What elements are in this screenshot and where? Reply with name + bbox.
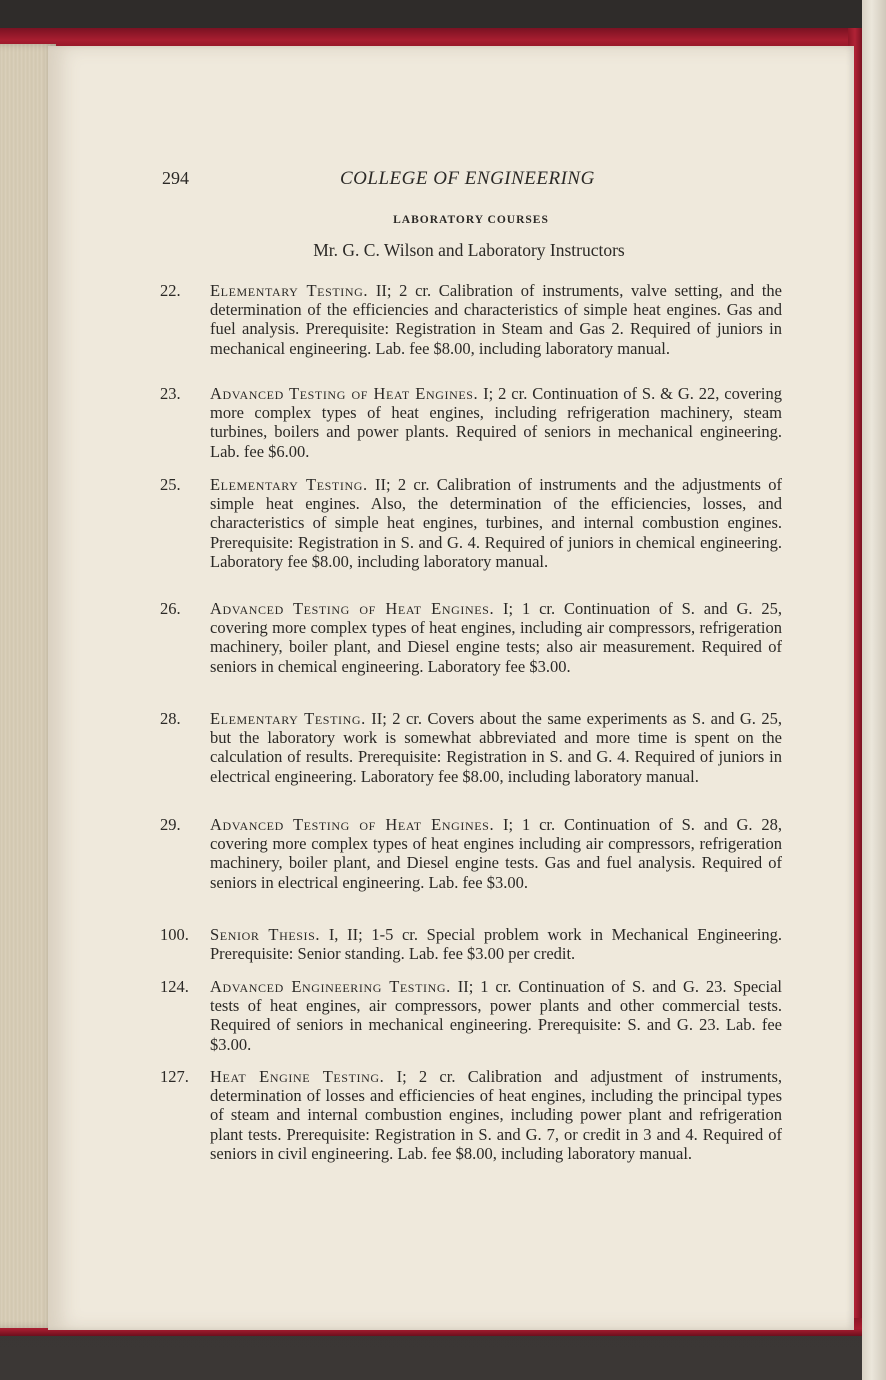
course-title: Advanced Testing of Heat Engines. [210, 384, 479, 403]
course-number: 100. [160, 925, 189, 944]
scan-margin-strip [862, 0, 886, 1380]
course-number: 23. [160, 384, 181, 403]
course-number: 26. [160, 599, 181, 618]
page-header: COLLEGE OF ENGINEERING [340, 168, 595, 189]
course-body: I; 1 cr. Continuation of S. and G. 28, covering more complex types of heat engines including air compressors, refrigeration machinery, boiler plant, and Diesel engine tests. Gas and fuel analysis. Required of seniors in electrical engineering. Lab. fee $3.00. [210, 815, 782, 892]
course-description [210, 599, 782, 676]
section-title: LABORATORY COURSES [393, 214, 549, 226]
course-description [210, 977, 782, 1054]
course-title: Senior Thesis. [210, 925, 321, 944]
course-title: Elementary Testing. [210, 709, 366, 728]
course-body: I; 2 cr. Calibration and adjustment of instruments, determination of losses and efficiencies of heat engines, including the principal types of steam and internal combustion engines, including power plant and refrigeration plant tests. Prerequisite: Registration in S. and G. 7, or credit in 3 and 4. Required of seniors in civil engineering. Lab. fee $8.00, including laboratory manual. [210, 1067, 782, 1163]
course-title: Elementary Testing. [210, 475, 368, 494]
course-title: Heat Engine Testing. [210, 1067, 385, 1086]
course-description [210, 1067, 782, 1163]
course-number: 29. [160, 815, 181, 834]
course-title: Advanced Engineering Testing. [210, 977, 451, 996]
course-title: Elementary Testing. [210, 281, 369, 300]
course-number: 25. [160, 475, 181, 494]
course-title: Advanced Testing of Heat Engines. [210, 815, 495, 834]
course-body: I, II; 1-5 cr. Special problem work in Mechanical Engineering. Prerequisite: Senior standing. Lab. fee $3.00 per credit. [210, 925, 782, 964]
course-description [210, 815, 782, 892]
running-head [162, 168, 602, 194]
course-number: 124. [160, 977, 189, 996]
page-number: 294 [162, 168, 189, 188]
course-number: 28. [160, 709, 181, 728]
course-body: II; 1 cr. Continuation of S. and G. 23. Special tests of heat engines, air compressors, power plants and other commercial tests. Required of seniors in mechanical engineering. Prerequisite: S. and G. 23. Lab. fee $3.00. [210, 977, 782, 1054]
course-number: 22. [160, 281, 181, 300]
course-description [210, 925, 782, 963]
course-body: I; 2 cr. Continuation of S. & G. 22, covering more complex types of heat engines, including refrigeration machinery, steam turbines, boilers and power plants. Required of seniors in mechanical engineering. Lab. fee $6.00. [210, 384, 782, 461]
course-description [210, 281, 782, 358]
course-number: 127. [160, 1067, 189, 1086]
course-body: II; 2 cr. Covers about the same experiments as S. and G. 25, but the laboratory work is somewhat abbreviated and more time is spent on the calculation of results. Prerequisite: Registration in S. and G. 4. Required of juniors in electrical engineering. Laboratory fee $8.00, including laboratory manual. [210, 709, 782, 786]
course-description [210, 384, 782, 461]
course-body: I; 1 cr. Continuation of S. and G. 25, covering more complex types of heat engines, including air compressors, refrigeration machinery, boiler plant, and Diesel engine tests; also air measurement. Required of seniors in chemical engineering. Laboratory fee $3.00. [210, 599, 782, 676]
course-body: II; 2 cr. Calibration of instruments, valve setting, and the determination of the efficiencies and characteristics of simple heat engines. Gas and fuel analysis. Prerequisite: Registration in Steam and Gas 2. Required of juniors in mechanical engineering. Lab. fee $8.00, including laboratory manual. [210, 281, 782, 358]
course-description [210, 709, 782, 786]
instructors-line: Mr. G. C. Wilson and Laboratory Instructors [313, 240, 625, 260]
course-body: II; 2 cr. Calibration of instruments and the adjustments of simple heat engines. Also, the determination of the efficiencies, losses, and characteristics of simple heat engines, turbines, and internal combustion engines. Prerequisite: Registration in S. and G. 4. Required of juniors in chemical engineering. Laboratory fee $8.00, including laboratory manual. [210, 475, 783, 571]
course-description [210, 475, 782, 571]
course-title: Advanced Testing of Heat Engines. [210, 599, 495, 618]
